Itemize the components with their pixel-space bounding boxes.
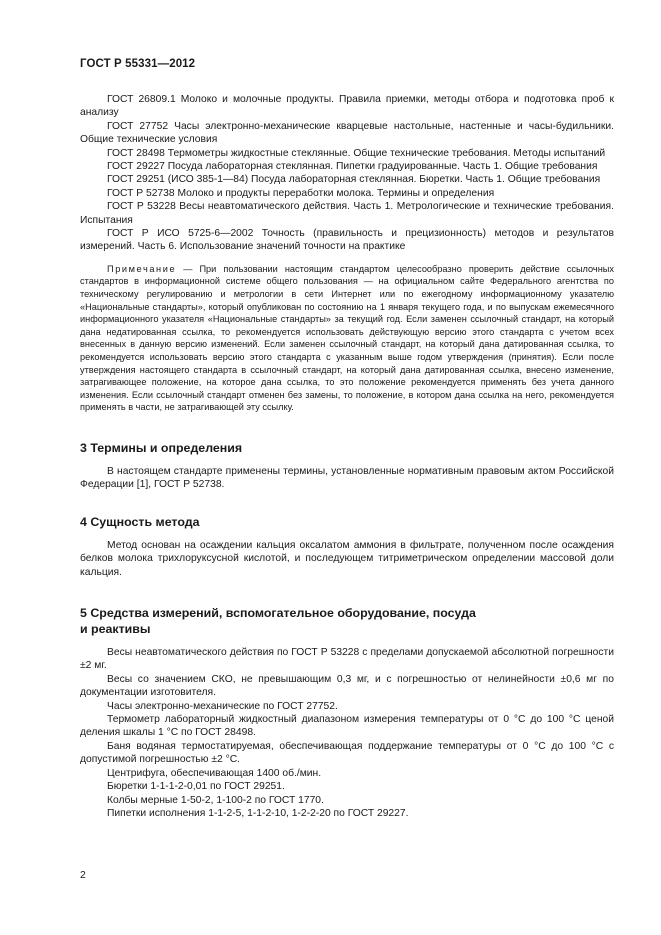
method-paragraph: Метод основан на осаждении кальция оксалатом аммония в фильтрате, полученном после осаждения белков молока трихлоруксусной кислотой, и последующем титриметрическом определении массовой доли кальция.	[80, 539, 614, 578]
reference-item: ГОСТ 29251 (ИСО 385-1—84) Посуда лабораторная стеклянная. Бюретки. Часть 1. Общие требования	[107, 174, 601, 186]
section-heading-terms: 3 Термины и определения	[80, 441, 243, 455]
reference-item: ГОСТ 29227 Посуда лабораторная стеклянная. Пипетки градуированные. Часть 1. Общие требования	[107, 161, 598, 173]
note-text: — При пользовании настоящим стандартом целесообразно проверить действие ссылочных стандартов в информационной системе общего пользования — на официальном сайте Федерального агентства по техническому регулированию и метрологии в сети Интернет или по ежегодному информационному указателю «Национальные стандарты», который опубликован по состоянию на 1 января текущего года, и по выпускам ежемесячного информационного указателя «Национальные стандарты» за текущий год. Если заменен ссылочный стандарт, на который дана недатированная ссылка, то рекомендуется использовать действующую версию этого стандарта с учетом всех внесенных в данную версию изменений. Если заменен ссылочный стандарт, на который дана датированная ссылка, то рекомендуется использовать версию этого стандарта с указанным выше годом утверждения (принятия). Если после утверждения настоящего стандарта в ссылочный стандарт, на который дана датированная ссылка, внесено изменение, затрагивающее положение, на которое дана ссылка, то это положение рекомендуется применять без учета данного изменения. Если ссылочный стандарт отменен без замены, то положение, в котором дана ссылка на него, рекомендуется применять в части, не затрагивающей эту ссылку.	[80, 263, 614, 413]
reference-item: ГОСТ 27752 Часы электронно-механические кварцевые настольные, настенные и часы-будильники. Общие технические условия	[80, 120, 614, 146]
note-label: Примечание	[107, 263, 177, 274]
tools-item: Пипетки исполнения 1-1-2-5, 1-1-2-10, 1-2-2-20 по ГОСТ 29227.	[107, 807, 409, 819]
document-header: ГОСТ Р 55331—2012	[80, 58, 196, 70]
reference-item: ГОСТ Р 53228 Весы неавтоматического действия. Часть 1. Метрологические и технические требования. Испытания	[80, 201, 614, 226]
normative-references	[80, 93, 614, 254]
reference-item: ГОСТ 28498 Термометры жидкостные стеклянные. Общие технические требования. Методы испытаний	[107, 147, 606, 159]
tools-item: Термометр лабораторный жидкостный диапазоном измерения температуры от 0 °С до 100 °С ценой деления шкалы 1 °С по ГОСТ 28498.	[80, 714, 614, 739]
tools-item: Весы со значением СКО, не превышающим 0,3 мг, и с погрешностью от нелинейности ±0,6 мг по документации изготовителя.	[80, 673, 614, 699]
note-paragraph	[80, 263, 614, 414]
reference-item: ГОСТ Р 52738 Молоко и продукты переработки молока. Термины и определения	[107, 187, 495, 199]
tools-item: Центрифуга, обеспечивающая 1400 об./мин.	[107, 767, 322, 779]
page-number: 2	[80, 869, 86, 881]
tools-list	[80, 646, 614, 820]
reference-item: ГОСТ Р ИСО 5725-6—2002 Точность (правильность и прецизионность) методов и результатов измерений. Часть 6. Использование значений точности на практике	[80, 228, 614, 253]
tools-item: Колбы мерные 1-50-2, 1-100-2 по ГОСТ 1770.	[107, 794, 324, 806]
tools-heading-line2: и реактивы	[80, 622, 151, 637]
page-content	[80, 93, 614, 820]
tools-heading-line1: 5 Средства измерений, вспомогательное оборудование, посуда	[80, 606, 476, 621]
section-heading-tools	[80, 605, 614, 637]
tools-item: Весы неавтоматического действия по ГОСТ Р 53228 с пределами допускаемой абсолютной погрешности ±2 мг.	[80, 647, 614, 672]
terms-paragraph: В настоящем стандарте применены термины, установленные нормативным правовым актом Российской Федерации [1], ГОСТ Р 52738.	[80, 466, 614, 491]
reference-item: ГОСТ 26809.1 Молоко и молочные продукты. Правила приемки, методы отбора и подготовка проб к анализу	[80, 94, 614, 119]
tools-item: Часы электронно-механические по ГОСТ 27752.	[107, 700, 338, 712]
tools-item: Бюретки 1-1-1-2-0,01 по ГОСТ 29251.	[107, 781, 285, 793]
tools-item: Баня водяная термостатируемая, обеспечивающая поддержание температуры от 0 °С до 100 °С с допустимой погрешностью ±2 °С.	[80, 740, 614, 766]
section-heading-method: 4 Сущность метода	[80, 514, 200, 529]
